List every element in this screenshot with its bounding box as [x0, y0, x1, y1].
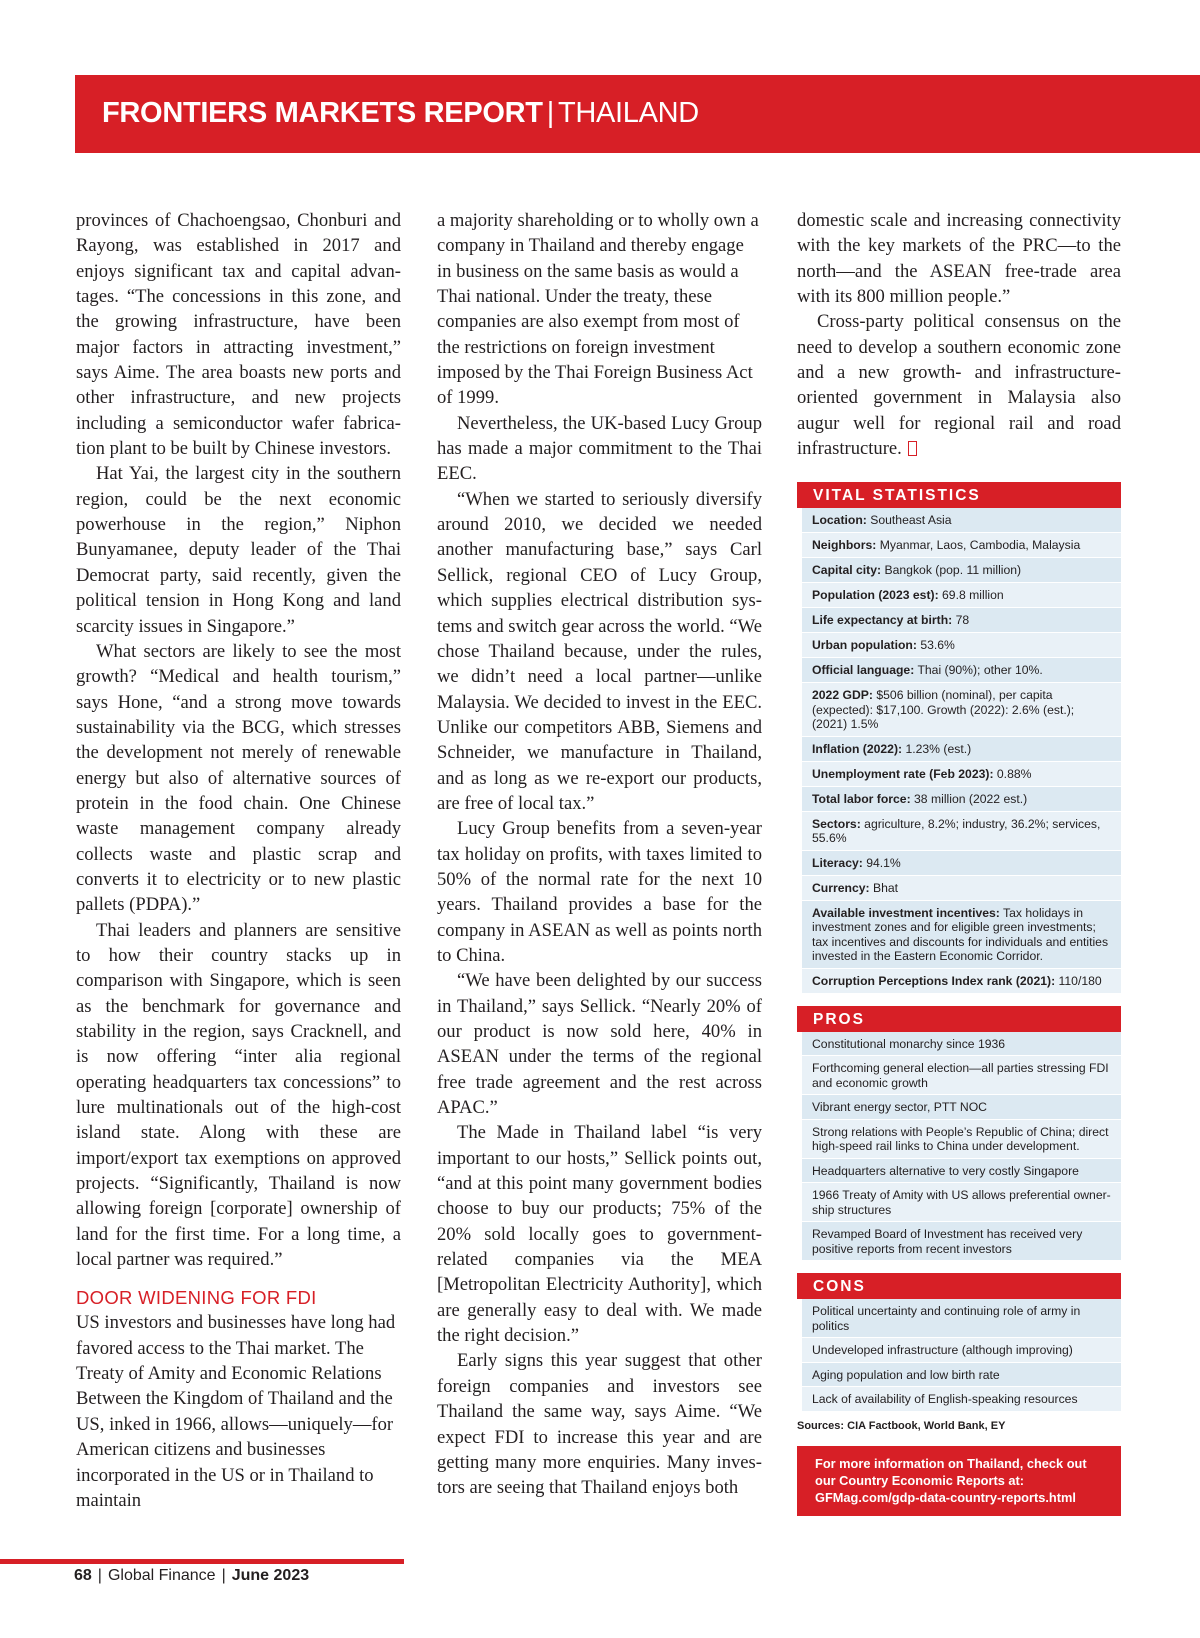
footer-separator: |	[221, 1567, 226, 1584]
stat-value: 78	[955, 613, 970, 627]
banner-country: THAILAND	[557, 97, 699, 129]
page-footer	[74, 1567, 309, 1585]
stat-row	[802, 901, 1121, 969]
cons-item: Undeveloped infrastructure (although improving)	[802, 1338, 1121, 1363]
cons-item: Political uncertainty and continuing role of army in politics	[802, 1299, 1121, 1338]
stat-value: Bhat	[872, 880, 899, 895]
pros-item: Forthcoming general election—all parties stressing FDI and economic growth	[802, 1056, 1121, 1095]
stat-value: Bangkok (pop. 11 million)	[884, 563, 1022, 577]
stat-row	[802, 658, 1121, 683]
pros-item: Strong relations with People’s Republic of China; direct high-speed rail links to China under development.	[802, 1120, 1121, 1159]
cons-item: Lack of availability of English-speaking resources	[802, 1387, 1121, 1412]
stat-value: Southeast Asia	[870, 513, 952, 527]
paragraph: Lucy Group benefits from a seven-year tax holiday on profits, with taxes limited to 50% of the normal rate for the next 10 years. Thailand provides a base for the company in ASEAN as well as points north to China.	[437, 818, 762, 966]
footer-rule	[0, 1559, 404, 1564]
stat-row	[802, 683, 1121, 737]
paragraph	[797, 309, 1121, 461]
sources-note: Sources: CIA Factbook, World Bank, EY	[797, 1419, 1006, 1432]
article-column-1	[76, 208, 401, 1513]
fact-sidebar	[797, 482, 1121, 1516]
stat-row	[802, 508, 1121, 533]
section-subhead: DOOR WIDENING FOR FDI	[76, 1287, 317, 1309]
stat-label: Literacy:	[812, 855, 863, 870]
pros-heading: PROS	[797, 1006, 1121, 1032]
stat-row	[802, 608, 1121, 633]
pros-item: Headquarters alternative to very costly Singapore	[802, 1159, 1121, 1184]
issue-date: June 2023	[231, 1567, 310, 1584]
stat-value: 69.8 million	[942, 588, 1004, 602]
cons-heading: CONS	[797, 1273, 1121, 1299]
paragraph: What sectors are likely to see the most growth? “Medical and health tourism,” says Hone, “and a strong move towards sustainability via the BCG, which stresses the development not merely of renewable energy but also of alternative sources of protein in the food chain. One Chinese waste management company already collects waste and plastic scrap and converts it to electricity or to new plastic pallets (PDPA).”	[76, 640, 401, 916]
pros-item: Vibrant energy sector, PTT NOC	[802, 1095, 1121, 1120]
stat-label: Sectors:	[812, 816, 861, 831]
stat-label: Unemployment rate (Feb 2023):	[812, 766, 994, 781]
stat-label: Capital city:	[812, 563, 882, 577]
paragraph: a majority shareholding or to wholly own a company in Thailand and thereby engage in business on the same basis as would a Thai national. Under the treaty, these companies are also exempt from most of the restrictions on foreign investment imposed by the Thai Foreign Business Act of 1999.	[437, 210, 759, 409]
stat-value: Thai (90%); other 10%.	[917, 663, 1043, 677]
pros-item: 1966 Treaty of Amity with US allows preferential ownership structures	[802, 1183, 1121, 1222]
paragraph: Early signs this year suggest that other foreign companies and investors see Thailand the same way, says Aime. “We expect FDI to increase this year and are getting many more enquiries. Many investors are seeing that Thailand enjoys both	[437, 1350, 762, 1499]
stat-row	[802, 969, 1121, 994]
paragraph: domestic scale and increasing connectivity with the key markets of the PRC—to the north—and the ASEAN free-trade area with its 800 million people.”	[797, 210, 1121, 308]
article-column-3	[797, 208, 1121, 461]
stat-value: 1.23% (est.)	[905, 741, 972, 756]
pros-item: Revamped Board of Investment has received very positive reports from recent investors	[802, 1222, 1121, 1261]
footer-separator: |	[97, 1567, 102, 1584]
stat-label: Location:	[812, 513, 867, 527]
stat-row	[802, 533, 1121, 558]
stat-label: Inflation (2022):	[812, 741, 903, 756]
paragraph: US investors and businesses have long had favored access to the Thai market. The Treaty of Amity and Economic Relations Between the Kingdom of Thailand and the US, inked in 1966, allows—uniquely—for American citizens and businesses incorporated in the US or in Thailand to maintain	[76, 1312, 396, 1511]
stat-label: Population (2023 est):	[812, 588, 939, 602]
stat-row	[802, 762, 1121, 787]
paragraph: “When we started to seriously diversify around 2010, we decided we needed another manufacturing base,” says Carl Sellick, regional CEO of Lucy Group, which supplies electrical distribution systems and switch gear across the world. “We chose Thailand because, under the rules, we didn’t need a local partner—unlike Malaysia. We decided to invest in the EEC. Unlike our competitors ABB, Siemens and Schneider, we manufacture in Thailand, and as long as we re-export our products, are free of local tax.”	[437, 488, 762, 814]
cons-list	[797, 1299, 1121, 1412]
stat-value: 38 million (2022 est.)	[914, 791, 1028, 806]
pros-list	[797, 1032, 1121, 1262]
stat-label: Urban population:	[812, 638, 917, 652]
stat-row	[802, 851, 1121, 876]
country-reports-promo[interactable]: For more information on Thailand, check out our Country Economic Reports at: GFMag.com/gdp-data-country-reports.html	[797, 1446, 1121, 1516]
article-column-2	[437, 208, 762, 1501]
stat-label: Currency:	[812, 880, 870, 895]
banner-text	[102, 97, 699, 130]
paragraph: “We have been delighted by our success in Thailand,” says Sellick. “Nearly 20% of our product is now sold here, 40% in ASEAN under the terms of the regional free trade agreement and the rest across APAC.”	[437, 970, 762, 1119]
stat-label: Total labor force:	[812, 791, 911, 806]
paragraph-text: Cross-party political consensus on the need to develop a southern economic zone and a new growth- and infrastructure-oriented government in Malaysia also augur well for regional rail and road infrastructure.	[797, 311, 1121, 460]
stat-value: 53.6%	[920, 638, 955, 652]
stat-row	[802, 876, 1121, 901]
stat-row	[802, 633, 1121, 658]
stat-value: Tax holidays in investment zones and for eligible green investments; tax incentives and discounts for individuals and entities invested in the Eastern Economic Corridor.	[812, 905, 1109, 963]
paragraph: Thai leaders and planners are sensitive to how their country stacks up in comparison with Singapore, which is seen as the benchmark for governance and stability in the region, says Cracknell, and is now offering “inter alia regional operating headquarters tax concessions” to lure multinationals out of the high-cost island state. Along with these are import/export tax exemptions on approved projects. “Significantly, Thailand is now allowing foreign [corporate] ownership of land for the first time. For a long time, a local partner was required.”	[76, 919, 401, 1271]
paragraph: provinces of Chachoengsao, Chonburi and Rayong, was established in 2017 and enjoys significant tax and capital advantages. “The concessions in this zone, and the growing infrastructure, have been major factors in attracting investment,” says Aime. The area boasts new ports and other infrastructure, and new projects including a semiconductor wafer fabrication plant to be built by Chinese investors.	[76, 210, 401, 460]
page-number: 68	[74, 1567, 92, 1584]
stat-value: Myanmar, Laos, Cambodia, Malaysia	[879, 538, 1081, 552]
stat-value: $506 billion (nominal), per capita (expected): $17,100. Growth (2022): 2.6% (est.); (2021) 1.5%	[812, 688, 1075, 731]
publication-name: Global Finance	[107, 1567, 216, 1584]
stat-row	[802, 787, 1121, 812]
stat-row	[802, 583, 1121, 608]
stat-value: agriculture, 8.2%; industry, 36.2%; services, 55.6%	[812, 816, 1101, 845]
paragraph: The Made in Thailand label “is very important to our hosts,” Sellick points out, “and at this point many government bodies choose to buy our products; 75% of the 20% sold locally goes to government-related companies via the MEA [Metropolitan Electricity Authority], which are generally easy to deal with. We made the right decision.”	[437, 1122, 762, 1347]
stat-label: Official language:	[812, 663, 915, 677]
banner-separator: |	[546, 97, 554, 129]
paragraph: Nevertheless, the UK-based Lucy Group has made a major commitment to the Thai EEC.	[437, 412, 762, 485]
cons-item: Aging population and low birth rate	[802, 1363, 1121, 1388]
paragraph: Hat Yai, the largest city in the southern region, could be the next economic powerhouse in the region,” Niphon Bunyamanee, deputy leader of the Thai Democrat party, said recently, given the political tension in Hong Kong and land scarcity issues in Singapore.”	[76, 463, 401, 637]
stat-label: Neighbors:	[812, 538, 877, 552]
stat-label: Life expectancy at birth:	[812, 613, 953, 627]
stat-value: 0.88%	[996, 766, 1032, 781]
stat-label: Available investment incentives:	[812, 905, 1000, 920]
stat-label: Corruption Perceptions Index rank (2021):	[812, 973, 1056, 988]
stat-row	[802, 558, 1121, 583]
stat-value: 94.1%	[866, 855, 901, 870]
pros-item: Constitutional monarchy since 1936	[802, 1032, 1121, 1057]
stat-row	[802, 812, 1121, 851]
banner-title: FRONTIERS MARKETS REPORT	[102, 97, 543, 129]
report-banner	[75, 75, 1200, 153]
stat-row	[802, 737, 1121, 762]
vital-statistics-list	[797, 508, 1121, 994]
vital-statistics-heading: VITAL STATISTICS	[797, 482, 1121, 508]
stat-label: 2022 GDP:	[812, 688, 873, 702]
end-mark-icon	[908, 441, 917, 456]
stat-value: 110/180	[1058, 973, 1102, 988]
